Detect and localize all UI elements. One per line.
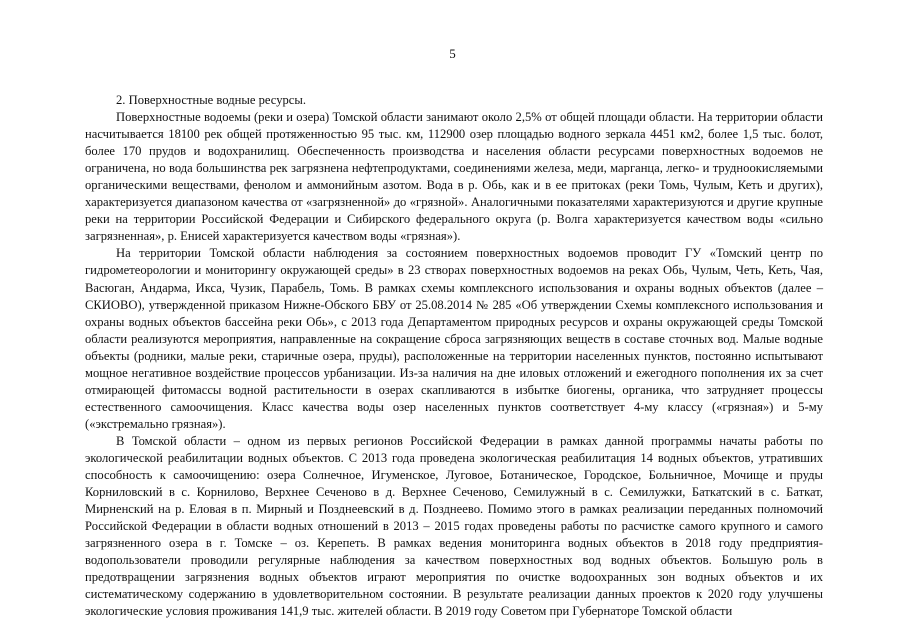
document-body	[85, 92, 823, 620]
page-number: 5	[449, 46, 456, 61]
paragraph-surface-water-overview: Поверхностные водоемы (реки и озера) Томской области занимают около 2,5% от общей площади области. На территории области насчитывается 18100 рек общей протяженностью 95 тыс. км, 112900 озер площадью водного зеркала 4451 км2, более 1,5 тыс. болот, более 170 прудов и водохранилищ. Обеспеченность производства и населения области ресурсами поверхностных водоемов не ограничена, но вода большинства рек загрязнена нефтепродуктами, соединениями железа, меди, марганца, легко- и трудноокисляемыми органическими веществами, фенолом и аммонийным азотом. Вода в р. Обь, как и в ее притоках (реки Томь, Чулым, Кеть и других), характеризуется диапазоном качества от «загрязненной» до «грязной». Аналогичными показателями характеризуются и другие крупные реки на территории Российской Федерации и Сибирского федерального округа (р. Волга характеризуется качеством воды «сильно загрязненная», р. Енисей характеризуется качеством воды «грязная»).	[85, 110, 823, 244]
paragraph-rehabilitation: В Томской области – одном из первых регионов Российской Федерации в рамках данной программы начаты работы по экологической реабилитации водных объектов. С 2013 года проведена экологическая реабилитация 14 водных объектов, утративших способность к самоочищению: озера Солнечное, Игуменское, Луговое, Ботаническое, Городское, Больничное, Мочище и пруды Корниловский в с. Корнилово, Верхнее Сеченово в д. Верхнее Сеченово, Семилужный в с. Семилужки, Баткатский в с. Баткат, Мирненский на р. Еловая в п. Мирный и Позднеевский в д. Позднеево. Помимо этого в рамках реализации переданных полномочий Российской Федерации в области водных отношений в 2013 – 2015 годах проведены работы по расчистке самого крупного и самого загрязненного озера в г. Томске – оз. Керепеть. В рамках ведения мониторинга водных объектов в 2018 году предприятия-водопользователи проводили регулярные наблюдения за качеством поверхностных вод водных объектов. Большую роль в предотвращении загрязнения водных объектов играют мероприятия по очистке водоохранных зон водных объектов и их систематическому содержанию в удовлетворительном состоянии. В результате реализации данных проектов к 2020 году улучшены экологические условия проживания 141,9 тыс. жителей области. В 2019 году Советом при Губернаторе Томской области	[85, 433, 823, 619]
section-heading: 2. Поверхностные водные ресурсы.	[116, 93, 306, 107]
paragraph-monitoring: На территории Томской области наблюдения за состоянием поверхностных водоемов проводит ГУ «Томский центр по гидрометеорологии и мониторингу окружающей среды» в 23 створах поверхностных водоемов на реках Обь, Чулым, Четь, Кеть, Чая, Васюган, Андарма, Икса, Чузик, Парабель, Томь. В рамках схемы комплексного использования и охраны водных объектов (далее – СКИОВО), утвержденной приказом Нижне-Обского БВУ от 25.08.2014 № 285 «Об утверждении Схемы комплексного использования и охраны водных объектов бассейна реки Обь», с 2013 года Департаментом природных ресурсов и охраны окружающей среды Томской области реализуются мероприятия, направленные на сокращение сброса загрязняющих веществ в составе сточных вод. Малые водные объекты (родники, малые реки, старичные озера, пруды), расположенные на территории населенных пунктов, постоянно испытывают мощное негативное воздействие процессов урбанизации. Из-за наличия на дне иловых отложений и ежегодного пополнения их за счет отмирающей фитомассы водной растительности в озерах скапливаются в избытке биогены, органика, что затрудняет процессы естественного самоочищения. Класс качества воды озер населенных пунктов соответствует 4-му классу («грязная») и 5-му («экстремально грязная»).	[85, 246, 823, 431]
